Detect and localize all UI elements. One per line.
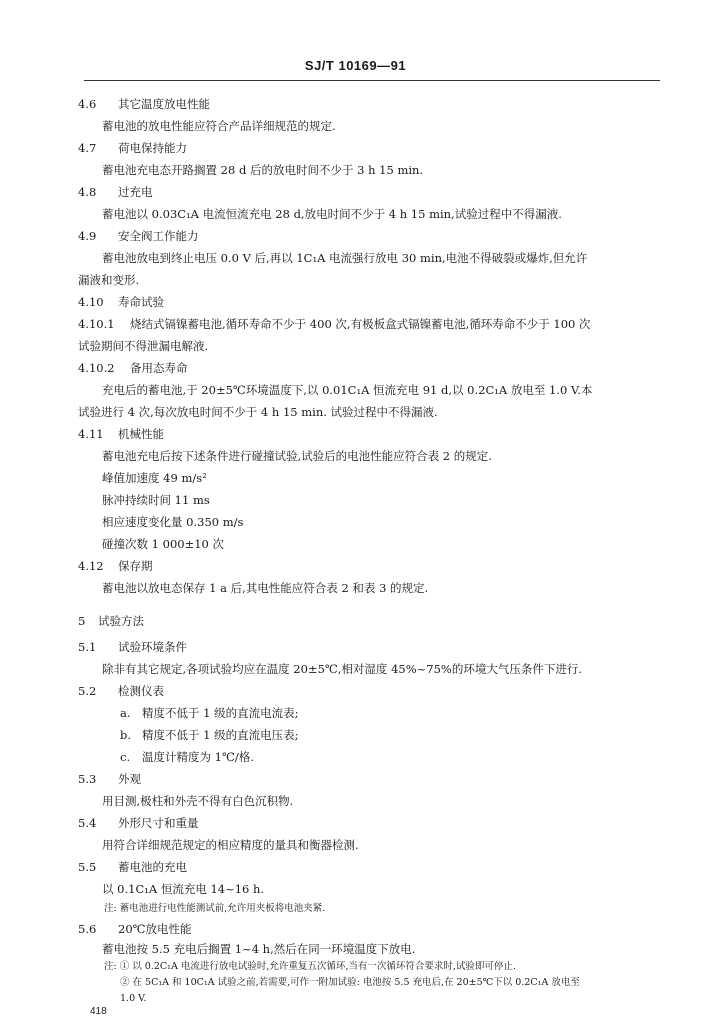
list-item: a. 精度不低于 1 级的直流电流表; <box>120 706 299 720</box>
heading-4-6: 4.6 其它温度放电性能 <box>78 97 210 111</box>
heading-5: 5 试验方法 <box>78 614 144 628</box>
heading-4-9: 4.9 安全阀工作能力 <box>78 229 199 243</box>
body-line: 蓄电池以 0.03C₁A 电流恒流充电 28 d,放电时间不少于 4 h 15 min,试验过程中不得漏液. <box>102 207 562 221</box>
body-line: 蓄电池充电后按下述条件进行碰撞试验,试验后的电池性能应符合表 2 的规定. <box>102 449 492 463</box>
heading-4-10-2: 4.10.2 备用态寿命 <box>78 361 188 375</box>
body-line: 充电后的蓄电池,于 20±5℃环境温度下,以 0.01C₁A 恒流充电 91 d,以 0.2C₁A 放电至 1.0 V.本 <box>102 383 593 397</box>
heading-5-5: 5.5 蓄电池的充电 <box>78 860 187 874</box>
body-line: 蓄电池充电态开路搁置 28 d 后的放电时间不少于 3 h 15 min. <box>102 163 424 177</box>
heading-5-6: 5.6 20℃放电性能 <box>78 922 192 936</box>
list-item: b. 精度不低于 1 级的直流电压表; <box>120 728 299 742</box>
spec-line: 峰值加速度 49 m/s² <box>102 471 207 485</box>
body-line: 蓄电池放电到终止电压 0.0 V 后,再以 1C₁A 电流强行放电 30 min,电池不得破裂或爆炸,但允许 <box>102 251 588 265</box>
heading-4-11: 4.11 机械性能 <box>78 427 164 441</box>
heading-5-2: 5.2 检测仪表 <box>78 684 164 698</box>
body-line: 蓄电池按 5.5 充电后搁置 1~4 h,然后在同一环境温度下放电. <box>102 942 416 956</box>
body-line: 试验期间不得泄漏电解液. <box>78 339 209 353</box>
body-line: 试验进行 4 次,每次放电时间不少于 4 h 15 min. 试验过程中不得漏液. <box>78 405 438 419</box>
note-line: ② 在 5C₁A 和 10C₁A 试验之前,若需要,可作一附加试验: 电池按 5.5 充电后,在 20±5℃下以 0.2C₁A 放电至 <box>120 977 580 988</box>
body-line: 用符合详细规范规定的相应精度的量具和衡器检测. <box>102 838 359 852</box>
page-number: 418 <box>90 1006 107 1017</box>
body-line: 除非有其它规定,各项试验均应在温度 20±5℃,相对湿度 45%~75%的环境大气压条件下进行. <box>102 662 582 676</box>
note-line: 注: 蓄电池进行电性能测试前,允许用夹板将电池夹紧. <box>104 903 326 914</box>
list-item: c. 温度计精度为 1℃/格. <box>120 750 254 764</box>
heading-4-12: 4.12 保存期 <box>78 559 153 573</box>
note-line: 注: ① 以 0.2C₁A 电流进行放电试验时,允许重复五次循环,当有一次循环符合要求时,试验即可停止. <box>104 961 516 972</box>
heading-5-3: 5.3 外观 <box>78 772 141 786</box>
heading-4-10: 4.10 寿命试验 <box>78 295 164 309</box>
running-header: SJ/T 10169—91 <box>304 58 407 73</box>
heading-5-1: 5.1 试验环境条件 <box>78 640 187 654</box>
body-line: 用目测,极柱和外壳不得有白色沉积物. <box>102 794 294 808</box>
spec-line: 脉冲持续时间 11 ms <box>102 493 210 507</box>
body-line: 以 0.1C₁A 恒流充电 14~16 h. <box>102 882 265 896</box>
spec-line: 相应速度变化量 0.350 m/s <box>102 515 244 529</box>
header-rule <box>84 80 660 81</box>
heading-4-7: 4.7 荷电保持能力 <box>78 141 187 155</box>
heading-5-4: 5.4 外形尺寸和重量 <box>78 816 199 830</box>
spec-line: 碰撞次数 1 000±10 次 <box>102 537 225 551</box>
note-line: 1.0 V. <box>120 993 147 1004</box>
heading-4-10-1: 4.10.1 烧结式镉镍蓄电池,循环寿命不少于 400 次,有极板盒式镉镍蓄电池,循环寿命不少于 100 次 <box>78 317 591 331</box>
body-line: 蓄电池的放电性能应符合产品详细规范的规定. <box>102 119 336 133</box>
body-line: 蓄电池以放电态保存 1 a 后,其电性能应符合表 2 和表 3 的规定. <box>102 581 429 595</box>
heading-4-8: 4.8 过充电 <box>78 185 153 199</box>
body-line: 漏液和变形. <box>78 273 140 287</box>
